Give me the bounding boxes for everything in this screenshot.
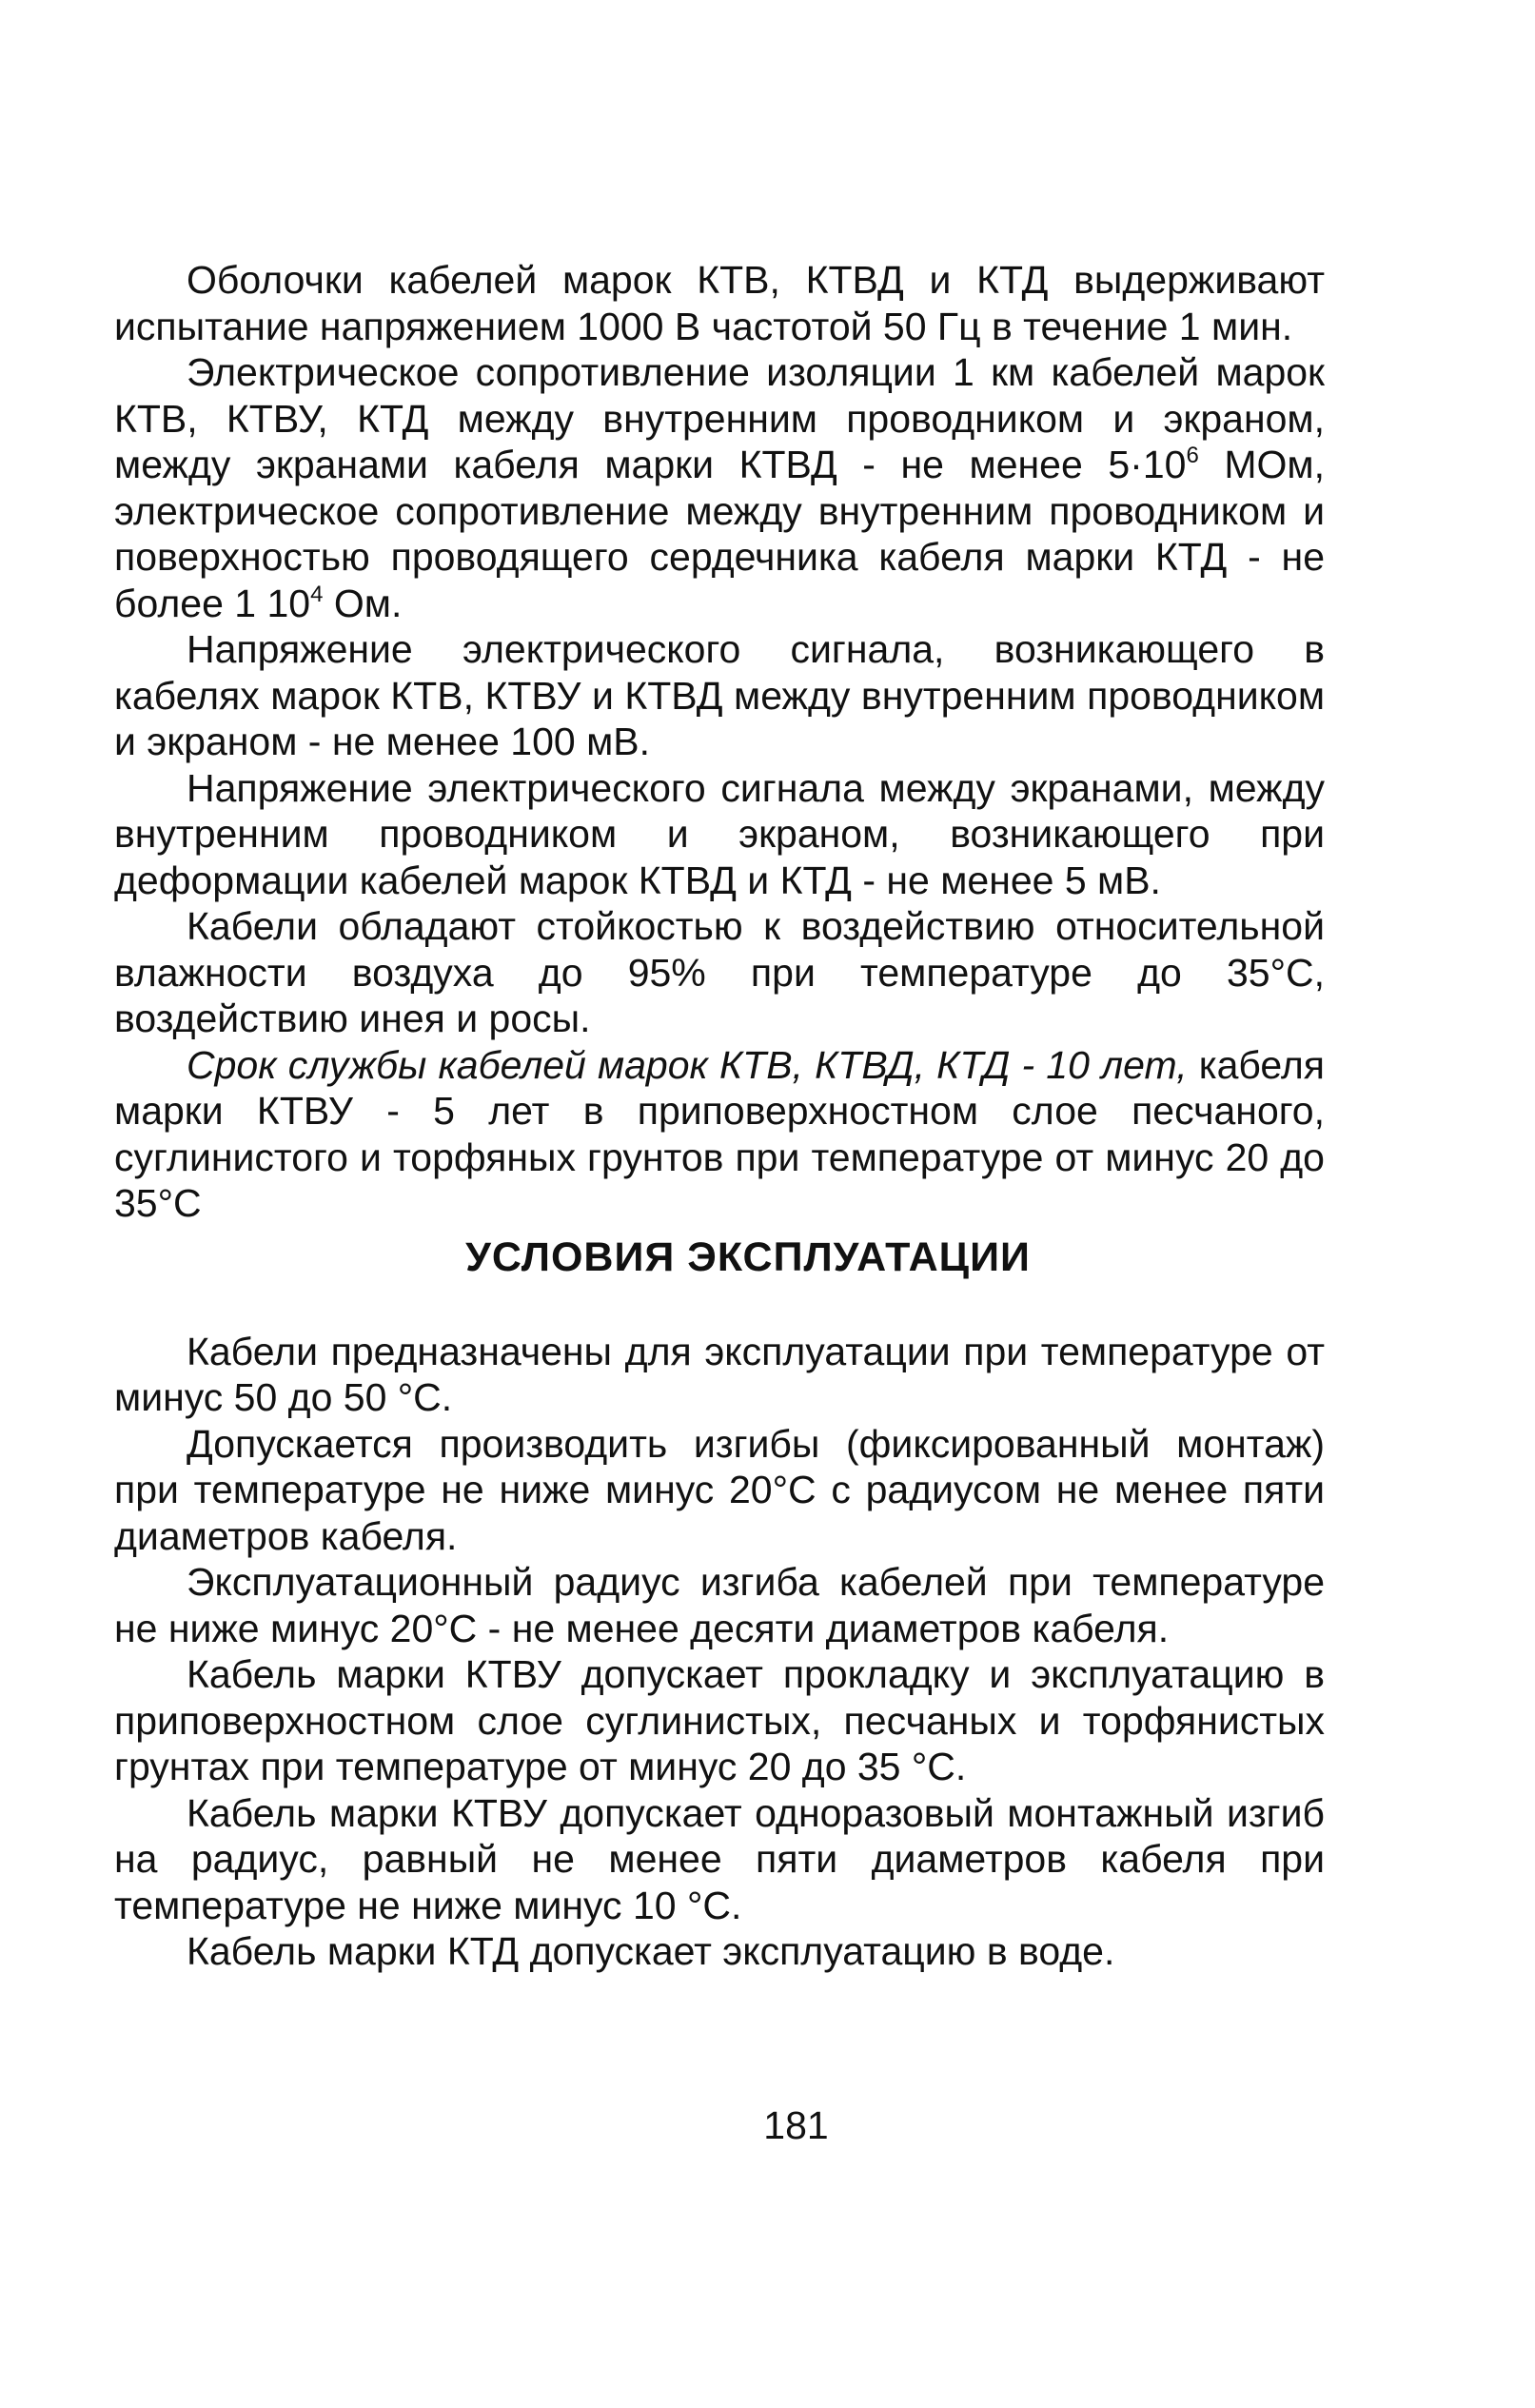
page-body (114, 257, 1325, 1975)
paragraph-signal-voltage-ktvd: Напряжение электрического сигнала между экранами, между внутренним проводником и экраном, возникающего при деформации кабелей марок КТВД и КТД - не менее 5 мВ. (114, 765, 1325, 902)
paragraph-operating-bend-radius: Эксплуатационный радиус изгиба кабелей при температуре не ниже минус 20°С - не менее десяти диаметров кабеля. (114, 1560, 1325, 1650)
insulation-text-part2: МОм, электрическое сопротивление между внутренним проводником и поверхностью проводящего сердечника кабеля марки КТД - не более 1 10 (114, 443, 1326, 625)
insulation-exponent-2: 4 (310, 581, 324, 607)
paragraph-signal-voltage-ktv: Напряжение электрического сигнала, возникающего в кабелях марок КТВ, КТВУ и КТВД между внутренним проводником и экраном - не менее 100 мВ. (114, 627, 1325, 763)
page-number: 181 (763, 2103, 829, 2147)
section-heading: УСЛОВИЯ ЭКСПЛУАТАЦИИ (465, 1234, 1031, 1280)
paragraph-ktvu-single-bend: Кабель марки КТВУ допускает одноразовый монтажный изгиб на радиус, равный не менее пяти диаметров кабеля при температуре не ниже минус 10 °С. (114, 1790, 1325, 1927)
service-life-italic: Срок службы кабелей марок КТВ, КТВД, КТД - 10 лет, (187, 1042, 1188, 1087)
insulation-exponent-1: 6 (1186, 443, 1199, 468)
paragraph-operating-temperature: Кабели предназначены для эксплуатации при температуре от минус 50 до 50 °С. (114, 1329, 1325, 1419)
insulation-text-part1: Электрическое сопротивление изоляции 1 км кабелей марок КТВ, КТВУ, КТД между внутренним проводником и экраном, между экранами кабеля марки КТВД - не менее 5·10 (114, 350, 1325, 486)
paragraph-service-life (114, 1042, 1325, 1227)
paragraph-ktd-water: Кабель марки КТД допускает эксплуатацию в воде. (187, 1929, 1115, 1973)
paragraph-humidity-resistance: Кабели обладают стойкостью к воздействию относительной влажности воздуха до 95% при температуре до 35°С, воздействию инея и росы. (114, 904, 1325, 1040)
paragraph-insulation-resistance (114, 349, 1325, 626)
paragraph-ktvu-laying: Кабель марки КТВУ допускает прокладку и эксплуатацию в приповерхностном слое суглинистых, песчаных и торфянистых грунтах при температуре от минус 20 до 35 °С. (114, 1652, 1325, 1788)
paragraph-sheath-test: Оболочки кабелей марок КТВ, КТВД и КТД выдерживают испытание напряжением 1000 В частотой 50 Гц в течение 1 мин. (114, 258, 1325, 348)
service-life-rest: кабеля марки КТВУ - 5 лет в приповерхностном слое песчаного, суглинистого и торфяных грунтов при температуре от минус 20 до 35°С (114, 1042, 1325, 1225)
insulation-text-part3: Ом. (323, 581, 403, 625)
paragraph-fixed-bending: Допускается производить изгибы (фиксированный монтаж) при температуре не ниже минус 20°С с радиусом не менее пяти диаметров кабеля. (114, 1421, 1325, 1558)
